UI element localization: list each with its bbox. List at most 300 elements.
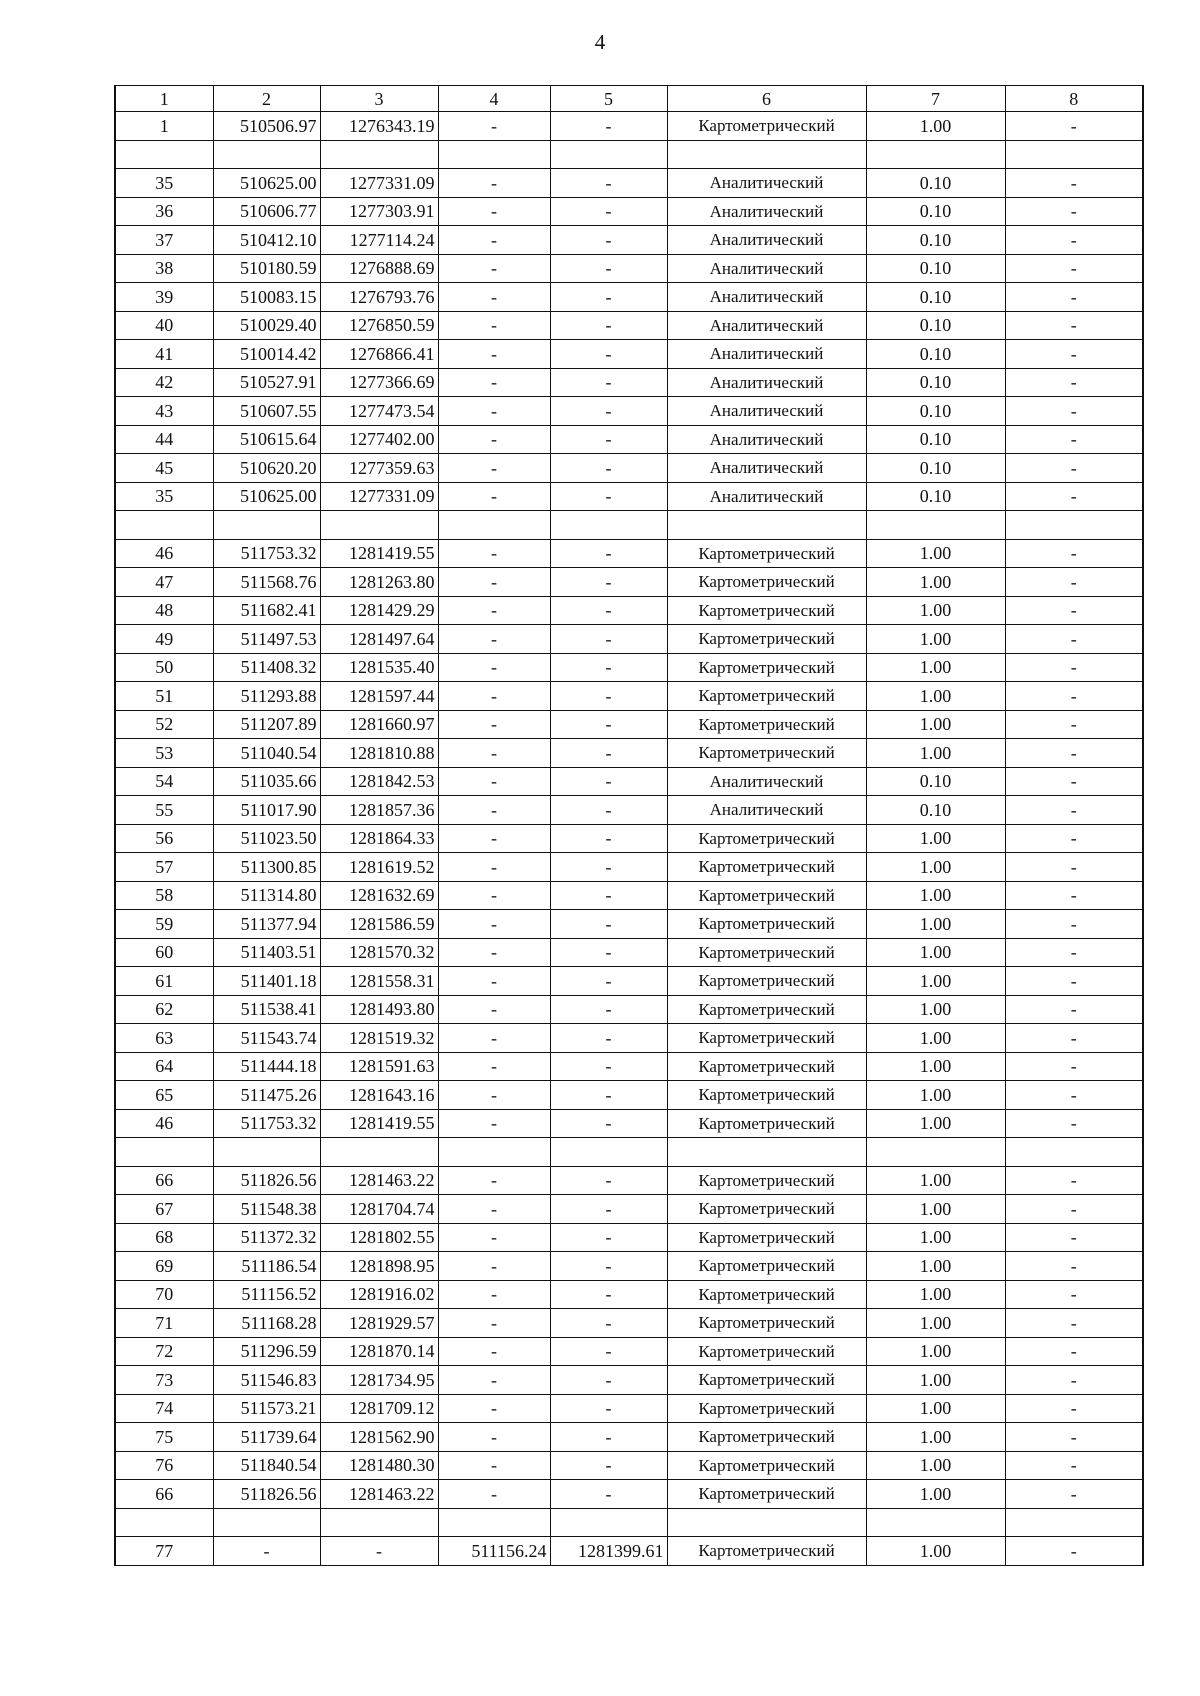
cell-col-1: 51 <box>115 682 213 711</box>
cell-col-8: - <box>1005 1252 1143 1281</box>
cell-col-6: Картометрический <box>667 1166 866 1195</box>
cell-col-2: 511403.51 <box>213 938 320 967</box>
cell-col-7: 1.00 <box>866 1451 1005 1480</box>
cell-col-1: 52 <box>115 710 213 739</box>
cell-col-6: Картометрический <box>667 1109 866 1138</box>
cell-col-8: - <box>1005 197 1143 226</box>
table-row <box>115 1366 1143 1395</box>
cell-col-8: - <box>1005 1423 1143 1452</box>
cell-col-7: 1.00 <box>866 853 1005 882</box>
cell-col-2 <box>213 511 320 540</box>
cell-col-4: - <box>438 568 550 597</box>
cell-col-3: 1281916.02 <box>320 1280 438 1309</box>
cell-col-3: 1281632.69 <box>320 881 438 910</box>
cell-col-7 <box>866 1508 1005 1537</box>
cell-col-5: - <box>550 1337 667 1366</box>
cell-col-4: 511156.24 <box>438 1537 550 1566</box>
cell-col-8: - <box>1005 1052 1143 1081</box>
cell-col-6: Картометрический <box>667 1223 866 1252</box>
table-row <box>115 710 1143 739</box>
cell-col-8: - <box>1005 482 1143 511</box>
cell-col-1: 39 <box>115 283 213 312</box>
cell-col-6: Картометрический <box>667 1081 866 1110</box>
cell-col-4: - <box>438 853 550 882</box>
table-row <box>115 881 1143 910</box>
cell-col-7: 1.00 <box>866 1423 1005 1452</box>
table-row <box>115 1280 1143 1309</box>
cell-col-2: 511826.56 <box>213 1166 320 1195</box>
cell-col-8: - <box>1005 1309 1143 1338</box>
cell-col-4: - <box>438 1252 550 1281</box>
cell-col-3: 1281463.22 <box>320 1166 438 1195</box>
cell-col-2: 511548.38 <box>213 1195 320 1224</box>
page-number: 4 <box>594 30 606 54</box>
table-row <box>115 1451 1143 1480</box>
cell-col-7: 1.00 <box>866 710 1005 739</box>
cell-col-2: 510625.00 <box>213 482 320 511</box>
cell-col-6: Картометрический <box>667 568 866 597</box>
cell-col-2: 511444.18 <box>213 1052 320 1081</box>
cell-col-8: - <box>1005 967 1143 996</box>
table-row <box>115 1166 1143 1195</box>
cell-col-8: - <box>1005 397 1143 426</box>
cell-col-7: 0.10 <box>866 425 1005 454</box>
cell-col-6: Аналитический <box>667 397 866 426</box>
cell-col-5: - <box>550 853 667 882</box>
cell-col-1 <box>115 511 213 540</box>
cell-col-8: - <box>1005 1451 1143 1480</box>
cell-col-4: - <box>438 596 550 625</box>
table-row <box>115 568 1143 597</box>
cell-col-5: - <box>550 625 667 654</box>
cell-col-3: 1281591.63 <box>320 1052 438 1081</box>
cell-col-1: 54 <box>115 767 213 796</box>
cell-col-5: - <box>550 397 667 426</box>
cell-col-6: Аналитический <box>667 368 866 397</box>
table-row <box>115 1423 1143 1452</box>
cell-col-7: 1.00 <box>866 1081 1005 1110</box>
cell-col-3: 1276888.69 <box>320 254 438 283</box>
cell-col-4: - <box>438 1423 550 1452</box>
cell-col-3: 1281419.55 <box>320 539 438 568</box>
table-row <box>115 283 1143 312</box>
cell-col-4: - <box>438 881 550 910</box>
cell-col-1: 56 <box>115 824 213 853</box>
table-row <box>115 967 1143 996</box>
cell-col-5: - <box>550 796 667 825</box>
cell-col-3 <box>320 140 438 169</box>
cell-col-3: 1281586.59 <box>320 910 438 939</box>
cell-col-1: 64 <box>115 1052 213 1081</box>
cell-col-7: 1.00 <box>866 1366 1005 1395</box>
cell-col-7: 0.10 <box>866 767 1005 796</box>
cell-col-6: Аналитический <box>667 169 866 198</box>
cell-col-1: 74 <box>115 1394 213 1423</box>
cell-col-4: - <box>438 425 550 454</box>
cell-col-8: - <box>1005 169 1143 198</box>
column-header-8: 8 <box>1005 86 1143 112</box>
cell-col-1: 57 <box>115 853 213 882</box>
table-row <box>115 112 1143 141</box>
cell-col-5 <box>550 511 667 540</box>
cell-col-4: - <box>438 1480 550 1509</box>
cell-col-5: - <box>550 169 667 198</box>
cell-col-8: - <box>1005 1195 1143 1224</box>
cell-col-8: - <box>1005 910 1143 939</box>
cell-col-4 <box>438 511 550 540</box>
cell-col-8: - <box>1005 596 1143 625</box>
cell-col-3: 1281734.95 <box>320 1366 438 1395</box>
cell-col-5: - <box>550 1366 667 1395</box>
cell-col-3 <box>320 1138 438 1167</box>
cell-col-2: 510180.59 <box>213 254 320 283</box>
cell-col-8: - <box>1005 454 1143 483</box>
cell-col-5: - <box>550 340 667 369</box>
cell-col-4: - <box>438 397 550 426</box>
cell-col-5 <box>550 140 667 169</box>
cell-col-3: 1281263.80 <box>320 568 438 597</box>
cell-col-7 <box>866 1138 1005 1167</box>
cell-col-7: 0.10 <box>866 796 1005 825</box>
cell-col-4: - <box>438 910 550 939</box>
table-row <box>115 995 1143 1024</box>
cell-col-1: 60 <box>115 938 213 967</box>
cell-col-1: 35 <box>115 169 213 198</box>
cell-col-7: 1.00 <box>866 1223 1005 1252</box>
cell-col-1: 40 <box>115 311 213 340</box>
cell-col-8: - <box>1005 995 1143 1024</box>
table-row <box>115 653 1143 682</box>
cell-col-3: 1281429.29 <box>320 596 438 625</box>
cell-col-8: - <box>1005 682 1143 711</box>
cell-col-8: - <box>1005 1166 1143 1195</box>
cell-col-4: - <box>438 824 550 853</box>
cell-col-2: 510412.10 <box>213 226 320 255</box>
cell-col-8: - <box>1005 767 1143 796</box>
cell-col-4: - <box>438 1109 550 1138</box>
cell-col-6: Картометрический <box>667 1052 866 1081</box>
cell-col-3: 1281597.44 <box>320 682 438 711</box>
cell-col-5: - <box>550 254 667 283</box>
cell-col-5: - <box>550 368 667 397</box>
cell-col-5: - <box>550 596 667 625</box>
cell-col-1: 62 <box>115 995 213 1024</box>
cell-col-7: 1.00 <box>866 682 1005 711</box>
column-header-4: 4 <box>438 86 550 112</box>
cell-col-3: 1281463.22 <box>320 1480 438 1509</box>
cell-col-6 <box>667 1508 866 1537</box>
cell-col-2: 511156.52 <box>213 1280 320 1309</box>
cell-col-5: - <box>550 1252 667 1281</box>
separator-row <box>115 140 1143 169</box>
cell-col-6: Картометрический <box>667 938 866 967</box>
cell-col-1: 53 <box>115 739 213 768</box>
column-header-5: 5 <box>550 86 667 112</box>
cell-col-1: 58 <box>115 881 213 910</box>
separator-row <box>115 1138 1143 1167</box>
cell-col-3: 1277114.24 <box>320 226 438 255</box>
cell-col-2: 511573.21 <box>213 1394 320 1423</box>
cell-col-3: - <box>320 1537 438 1566</box>
cell-col-5: - <box>550 1309 667 1338</box>
cell-col-1 <box>115 1138 213 1167</box>
cell-col-1: 38 <box>115 254 213 283</box>
cell-col-1: 43 <box>115 397 213 426</box>
table-row <box>115 425 1143 454</box>
cell-col-5: - <box>550 1052 667 1081</box>
cell-col-2: 511497.53 <box>213 625 320 654</box>
cell-col-6: Аналитический <box>667 283 866 312</box>
table-row <box>115 910 1143 939</box>
cell-col-2: 510620.20 <box>213 454 320 483</box>
cell-col-8: - <box>1005 340 1143 369</box>
cell-col-8 <box>1005 1138 1143 1167</box>
cell-col-6 <box>667 140 866 169</box>
cell-col-6: Картометрический <box>667 1451 866 1480</box>
cell-col-2: 510506.97 <box>213 112 320 141</box>
cell-col-3: 1281570.32 <box>320 938 438 967</box>
cell-col-2: 511314.80 <box>213 881 320 910</box>
table-row <box>115 796 1143 825</box>
cell-col-2: 510083.15 <box>213 283 320 312</box>
cell-col-7 <box>866 511 1005 540</box>
cell-col-7: 0.10 <box>866 254 1005 283</box>
cell-col-5: - <box>550 1423 667 1452</box>
cell-col-6: Картометрический <box>667 625 866 654</box>
cell-col-7: 1.00 <box>866 1052 1005 1081</box>
table-row <box>115 682 1143 711</box>
cell-col-4: - <box>438 625 550 654</box>
cell-col-3: 1281519.32 <box>320 1024 438 1053</box>
cell-col-5: - <box>550 454 667 483</box>
cell-col-6: Аналитический <box>667 796 866 825</box>
cell-col-4: - <box>438 368 550 397</box>
table-header-row <box>115 86 1143 112</box>
cell-col-3: 1277366.69 <box>320 368 438 397</box>
cell-col-4: - <box>438 1195 550 1224</box>
cell-col-5: - <box>550 1081 667 1110</box>
cell-col-2: 511377.94 <box>213 910 320 939</box>
cell-col-7: 0.10 <box>866 340 1005 369</box>
cell-col-6: Картометрический <box>667 1366 866 1395</box>
cell-col-6: Картометрический <box>667 853 866 882</box>
table-row <box>115 1024 1143 1053</box>
cell-col-6 <box>667 511 866 540</box>
cell-col-6: Картометрический <box>667 1537 866 1566</box>
cell-col-2: - <box>213 1537 320 1566</box>
cell-col-3: 1281864.33 <box>320 824 438 853</box>
cell-col-5: - <box>550 910 667 939</box>
cell-col-2: 510607.55 <box>213 397 320 426</box>
table-row <box>115 1309 1143 1338</box>
cell-col-4: - <box>438 682 550 711</box>
cell-col-1: 46 <box>115 1109 213 1138</box>
table-row <box>115 397 1143 426</box>
cell-col-3 <box>320 511 438 540</box>
cell-col-7: 1.00 <box>866 539 1005 568</box>
table-row <box>115 1480 1143 1509</box>
cell-col-5: - <box>550 1394 667 1423</box>
cell-col-3: 1281898.95 <box>320 1252 438 1281</box>
cell-col-4: - <box>438 739 550 768</box>
cell-col-6: Картометрический <box>667 1309 866 1338</box>
cell-col-1: 36 <box>115 197 213 226</box>
cell-col-7: 1.00 <box>866 1537 1005 1566</box>
table-row <box>115 340 1143 369</box>
cell-col-5: - <box>550 311 667 340</box>
cell-col-3: 1277359.63 <box>320 454 438 483</box>
table-row <box>115 169 1143 198</box>
cell-col-6: Аналитический <box>667 254 866 283</box>
cell-col-8: - <box>1005 1280 1143 1309</box>
cell-col-7: 1.00 <box>866 625 1005 654</box>
cell-col-7: 1.00 <box>866 1166 1005 1195</box>
cell-col-8: - <box>1005 1537 1143 1566</box>
cell-col-6: Картометрический <box>667 824 866 853</box>
cell-col-6: Картометрический <box>667 1394 866 1423</box>
cell-col-4: - <box>438 1451 550 1480</box>
cell-col-6: Картометрический <box>667 112 866 141</box>
cell-col-6: Аналитический <box>667 454 866 483</box>
cell-col-3: 1277331.09 <box>320 482 438 511</box>
cell-col-4: - <box>438 340 550 369</box>
table-row <box>115 1081 1143 1110</box>
cell-col-2: 511840.54 <box>213 1451 320 1480</box>
cell-col-2: 511168.28 <box>213 1309 320 1338</box>
cell-col-2: 511017.90 <box>213 796 320 825</box>
cell-col-2: 511408.32 <box>213 653 320 682</box>
cell-col-6: Аналитический <box>667 226 866 255</box>
cell-col-1: 63 <box>115 1024 213 1053</box>
cell-col-5: - <box>550 938 667 967</box>
cell-col-3: 1281419.55 <box>320 1109 438 1138</box>
cell-col-1: 69 <box>115 1252 213 1281</box>
cell-col-8: - <box>1005 112 1143 141</box>
cell-col-2: 511538.41 <box>213 995 320 1024</box>
cell-col-1: 35 <box>115 482 213 511</box>
cell-col-1: 44 <box>115 425 213 454</box>
cell-col-7: 1.00 <box>866 596 1005 625</box>
cell-col-4: - <box>438 1280 550 1309</box>
cell-col-4: - <box>438 967 550 996</box>
table-row <box>115 1195 1143 1224</box>
cell-col-8: - <box>1005 853 1143 882</box>
cell-col-7: 0.10 <box>866 283 1005 312</box>
cell-col-6: Картометрический <box>667 1195 866 1224</box>
cell-col-2: 510615.64 <box>213 425 320 454</box>
cell-col-2: 511040.54 <box>213 739 320 768</box>
cell-col-5: - <box>550 682 667 711</box>
cell-col-1: 75 <box>115 1423 213 1452</box>
cell-col-6: Картометрический <box>667 739 866 768</box>
cell-col-8: - <box>1005 1024 1143 1053</box>
cell-col-3: 1277303.91 <box>320 197 438 226</box>
cell-col-2: 511753.32 <box>213 539 320 568</box>
cell-col-1: 73 <box>115 1366 213 1395</box>
cell-col-3: 1276866.41 <box>320 340 438 369</box>
cell-col-2: 511186.54 <box>213 1252 320 1281</box>
cell-col-3: 1281709.12 <box>320 1394 438 1423</box>
cell-col-4: - <box>438 1309 550 1338</box>
cell-col-1: 41 <box>115 340 213 369</box>
cell-col-8: - <box>1005 1337 1143 1366</box>
cell-col-7: 1.00 <box>866 1309 1005 1338</box>
cell-col-7: 0.10 <box>866 482 1005 511</box>
cell-col-6: Аналитический <box>667 482 866 511</box>
cell-col-1 <box>115 1508 213 1537</box>
cell-col-5: - <box>550 197 667 226</box>
table-row <box>115 596 1143 625</box>
cell-col-6: Картометрический <box>667 995 866 1024</box>
cell-col-4: - <box>438 1337 550 1366</box>
cell-col-5: - <box>550 824 667 853</box>
cell-col-6 <box>667 1138 866 1167</box>
cell-col-6: Аналитический <box>667 197 866 226</box>
cell-col-8: - <box>1005 653 1143 682</box>
cell-col-5: - <box>550 539 667 568</box>
cell-col-6: Картометрический <box>667 653 866 682</box>
table-body <box>115 86 1143 1566</box>
cell-col-1: 55 <box>115 796 213 825</box>
cell-col-1: 66 <box>115 1166 213 1195</box>
cell-col-6: Картометрический <box>667 682 866 711</box>
cell-col-1: 67 <box>115 1195 213 1224</box>
table-row <box>115 767 1143 796</box>
cell-col-4: - <box>438 653 550 682</box>
cell-col-2: 511300.85 <box>213 853 320 882</box>
table-row <box>115 482 1143 511</box>
cell-col-1 <box>115 140 213 169</box>
cell-col-8: - <box>1005 881 1143 910</box>
cell-col-7: 0.10 <box>866 197 1005 226</box>
cell-col-1: 49 <box>115 625 213 654</box>
cell-col-3: 1281704.74 <box>320 1195 438 1224</box>
table-row <box>115 1394 1143 1423</box>
table-row <box>115 625 1143 654</box>
cell-col-5: - <box>550 1223 667 1252</box>
cell-col-3: 1277473.54 <box>320 397 438 426</box>
cell-col-4 <box>438 1508 550 1537</box>
cell-col-3: 1277402.00 <box>320 425 438 454</box>
cell-col-1: 61 <box>115 967 213 996</box>
cell-col-8: - <box>1005 710 1143 739</box>
cell-col-1: 37 <box>115 226 213 255</box>
cell-col-4: - <box>438 539 550 568</box>
column-header-3: 3 <box>320 86 438 112</box>
cell-col-2: 510029.40 <box>213 311 320 340</box>
cell-col-8: - <box>1005 938 1143 967</box>
cell-col-7: 0.10 <box>866 397 1005 426</box>
column-header-2: 2 <box>213 86 320 112</box>
cell-col-5: - <box>550 739 667 768</box>
cell-col-2: 510625.00 <box>213 169 320 198</box>
column-header-1: 1 <box>115 86 213 112</box>
cell-col-1: 42 <box>115 368 213 397</box>
cell-col-3: 1281643.16 <box>320 1081 438 1110</box>
cell-col-1: 46 <box>115 539 213 568</box>
cell-col-7: 1.00 <box>866 112 1005 141</box>
cell-col-8: - <box>1005 625 1143 654</box>
cell-col-5: - <box>550 425 667 454</box>
cell-col-1: 47 <box>115 568 213 597</box>
cell-col-5: - <box>550 710 667 739</box>
table-row <box>115 226 1143 255</box>
cell-col-8: - <box>1005 1394 1143 1423</box>
cell-col-5 <box>550 1508 667 1537</box>
cell-col-6: Картометрический <box>667 1280 866 1309</box>
cell-col-1: 71 <box>115 1309 213 1338</box>
cell-col-1: 1 <box>115 112 213 141</box>
